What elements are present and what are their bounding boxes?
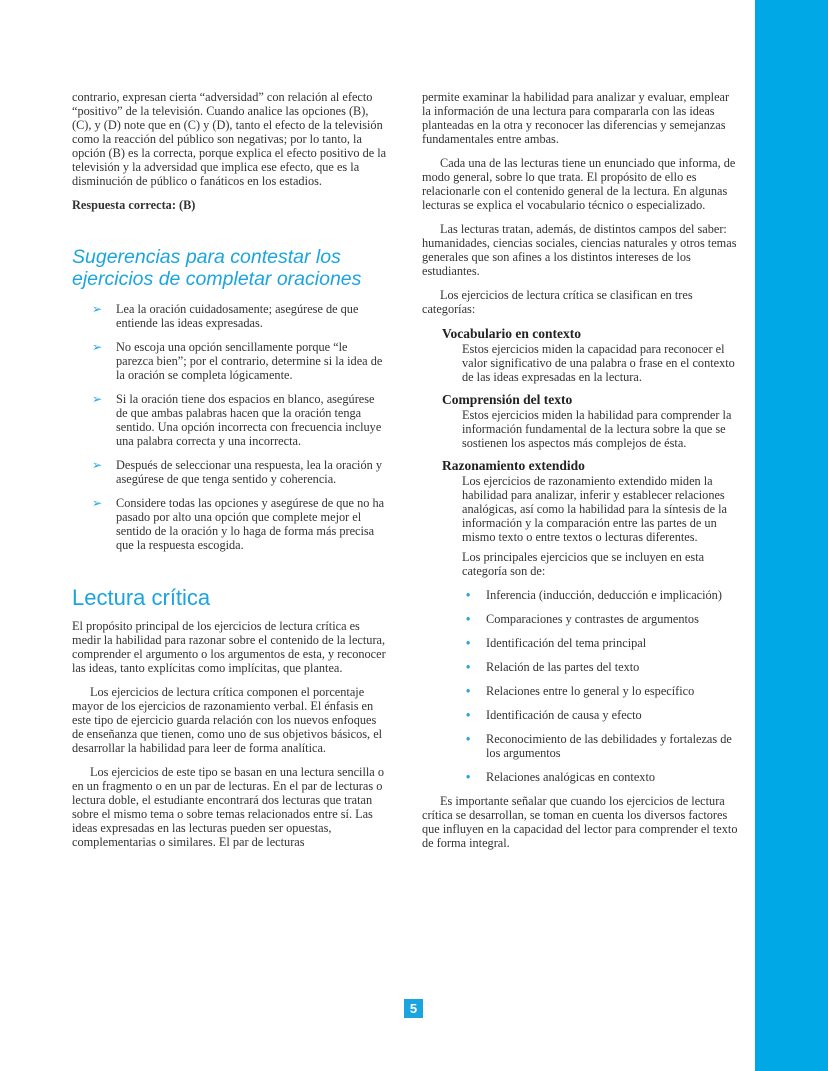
bullet-dot-icon: •	[466, 612, 471, 626]
bullet-dot-icon: •	[466, 708, 471, 722]
bullet-dot-icon: •	[466, 588, 471, 602]
category-text: Los ejercicios de razonamiento extendido miden la habilidad para analizar, inferir y establecer relaciones analógicas, así como la habilidad para la síntesis de la información y la comparación entre las partes de un mismo texto o entre textos o lecturas diferentes.	[462, 474, 727, 544]
arrow-bullet-icon: ➢	[92, 340, 103, 354]
closing-paragraph: Es importante señalar que cuando los ejercicios de lectura crítica se desarrollan, se toman en cuenta los diversos factores que influyen en la capacidad del lector para comprender el texto de forma integral.	[422, 794, 738, 850]
page-number: 5	[404, 999, 423, 1018]
list-item	[462, 588, 740, 602]
intro-paragraph: contrario, expresan cierta “adversidad” con relación al efecto “positivo” de la televisión. Cuando analice las opciones (B), (C), y (D) note que en (C) y (D), tanto el efecto de la televisión como la reacción del público son negativas; por lo tanto, la opción (B) es la correcta, porque explica el efecto positivo de la televisión y la adversidad que implica ese efecto, que es la disminución de público o fanáticos en los estadios.	[72, 90, 387, 188]
bullet-text: Relaciones analógicas en contexto	[486, 770, 656, 784]
arrow-bullet-icon: ➢	[92, 302, 103, 316]
right-column	[422, 90, 740, 850]
category-text: Los principales ejercicios que se incluyen en esta categoría son de:	[462, 550, 705, 578]
bullet-dot-icon: •	[466, 732, 471, 746]
bullet-text: Identificación de causa y efecto	[486, 708, 642, 722]
list-item	[92, 302, 388, 330]
bullet-text: Relación de las partes del texto	[486, 660, 640, 674]
paragraph: permite examinar la habilidad para analizar y evaluar, emplear la información de una lectura para compararla con las ideas planteadas en la otra y reconocer las diferencias y semejanzas fundamentales entre ambas.	[422, 90, 730, 146]
suggestions-heading	[72, 246, 388, 290]
bullet-text: Reconocimiento de las debilidades y fortalezas de los argumentos	[486, 732, 732, 760]
suggestions-heading-line2: ejercicios de completar oraciones	[72, 268, 362, 290]
category-vocabulary	[422, 326, 740, 384]
category-text: Estos ejercicios miden la capacidad para reconocer el valor significativo de una palabra o frase en el contexto de las ideas expresadas en la lectura.	[462, 342, 735, 384]
list-item	[462, 636, 740, 650]
decorative-side-bar	[755, 0, 828, 1071]
paragraph: Cada una de las lecturas tiene un enunciado que informa, de modo general, sobre lo que trata. El propósito de ello es relacionarle con el contenido general de la lectura. En algunas lecturas se explica el vocabulario técnico o especializado.	[422, 156, 736, 212]
suggestion-text: Después de seleccionar una respuesta, lea la oración y asegúrese de que tenga sentido y coherencia.	[116, 458, 382, 486]
arrow-bullet-icon: ➢	[92, 496, 103, 510]
list-item	[462, 612, 740, 626]
list-item	[462, 708, 740, 722]
paragraph: El propósito principal de los ejercicios de lectura crítica es medir la habilidad para razonar sobre el contenido de la lectura, comprender el argumento o los argumentos de esta, y reconocer las ideas, tanto explícitas como implícitas, que plantea.	[72, 619, 386, 675]
paragraph: Los ejercicios de este tipo se basan en una lectura sencilla o en un fragmento o en un par de lecturas. En el par de lecturas o lectura doble, el estudiante encontrará dos lecturas que tratan sobre el mismo tema o sobre temas relacionados entre sí. Las ideas expresadas en las lecturas pueden ser opuestas, complementarias o similares. El par de lecturas	[72, 765, 384, 849]
suggestions-heading-line1: Sugerencias para contestar los	[72, 246, 341, 268]
left-column	[72, 90, 388, 849]
list-item	[92, 392, 388, 448]
bullet-dot-icon: •	[466, 660, 471, 674]
list-item	[462, 660, 740, 674]
suggestions-list	[72, 302, 388, 552]
suggestion-text: Si la oración tiene dos espacios en blanco, asegúrese de que ambas palabras hacen que la oración tenga sentido. Una opción incorrecta con frecuencia incluye una palabra correcta y una incorrecta.	[116, 392, 382, 448]
bullet-text: Comparaciones y contrastes de argumentos	[486, 612, 699, 626]
paragraph: Las lecturas tratan, además, de distintos campos del saber: humanidades, ciencias sociales, ciencias naturales y otros temas generales que son afines a los distintos intereses de los estudiantes.	[422, 222, 737, 278]
bullet-dot-icon: •	[466, 770, 471, 784]
category-reasoning	[422, 458, 740, 578]
bullet-dot-icon: •	[466, 636, 471, 650]
bullet-text: Inferencia (inducción, deducción e implicación)	[486, 588, 722, 602]
category-title: Razonamiento extendido	[442, 458, 585, 473]
paragraph: Los ejercicios de lectura crítica se clasifican en tres categorías:	[422, 288, 693, 316]
category-comprehension	[422, 392, 740, 450]
arrow-bullet-icon: ➢	[92, 392, 103, 406]
reasoning-exercises-list	[422, 588, 740, 784]
category-text: Estos ejercicios miden la habilidad para comprender la información fundamental de la lectura sobre la que se sostienen los aspectos más complejos de ésta.	[462, 408, 732, 450]
list-item	[92, 496, 388, 552]
bullet-text: Relaciones entre lo general y lo específico	[486, 684, 695, 698]
arrow-bullet-icon: ➢	[92, 458, 103, 472]
list-item	[92, 340, 388, 382]
list-item	[462, 684, 740, 698]
paragraph: Los ejercicios de lectura crítica componen el porcentaje mayor de los ejercicios de razonamiento verbal. El énfasis en este tipo de ejercicio guarda relación con los nuevos enfoques de enseñanza que tienen, como uno de sus objetivos básicos, el desarrollar la habilidad para leer de forma analítica.	[72, 685, 383, 755]
category-title: Comprensión del texto	[442, 392, 573, 407]
category-title: Vocabulario en contexto	[442, 326, 581, 341]
suggestion-text: Lea la oración cuidadosamente; asegúrese de que entiende las ideas expresadas.	[116, 302, 359, 330]
section-heading: Lectura crítica	[72, 585, 211, 610]
bullet-text: Identificación del tema principal	[486, 636, 647, 650]
suggestion-text: Considere todas las opciones y asegúrese de que no ha pasado por alto una opción que complete mejor el sentido de la oración y lo haga de forma más precisa que la respuesta escogida.	[116, 496, 385, 552]
correct-answer: Respuesta correcta: (B)	[72, 198, 196, 212]
list-item	[92, 458, 388, 486]
list-item	[462, 732, 740, 760]
bullet-dot-icon: •	[466, 684, 471, 698]
suggestion-text: No escoja una opción sencillamente porque “le parezca bien”; por el contrario, determine si la idea de la oración se completa lógicamente.	[116, 340, 383, 382]
list-item	[462, 770, 740, 784]
